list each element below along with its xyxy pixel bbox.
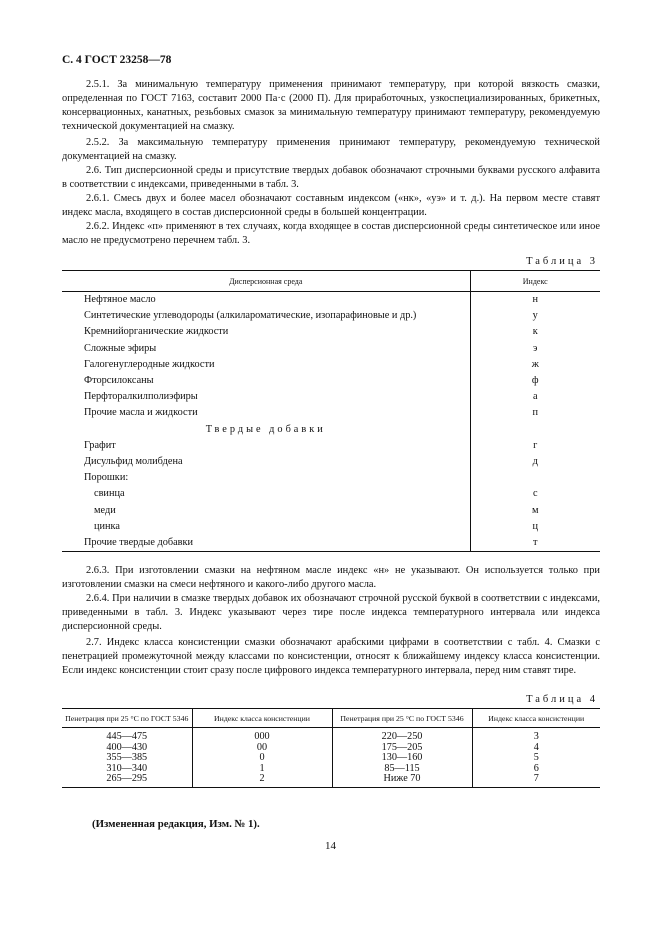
page-header: С. 4 ГОСТ 23258—78 — [62, 54, 172, 66]
table-row — [62, 405, 600, 421]
table4-cell: 1 — [192, 764, 332, 775]
table3-caption: Таблица 3 — [526, 256, 598, 267]
table3-medium-cell: Сложные эфиры — [62, 341, 470, 357]
table3-index-cell: ж — [531, 358, 539, 370]
table3-index-cell: э — [533, 342, 538, 354]
table3-medium-cell: Синтетические углеводороды (алкилароматические, изопарафиновые и др.) — [62, 308, 470, 324]
table-row — [62, 470, 600, 486]
table3-medium-cell: Прочие масла и жидкости — [62, 405, 470, 421]
table-row — [62, 324, 600, 340]
table3-medium-cell: Дисульфид молибдена — [62, 454, 470, 470]
table4-cell: 00 — [192, 743, 332, 754]
table4-cell: 85—115 — [332, 764, 472, 775]
table3-medium-cell: цинка — [62, 519, 470, 535]
table3-section-empty — [470, 422, 600, 438]
table-row — [62, 753, 600, 764]
table3-medium-cell: Порошки: — [62, 470, 470, 486]
table4-caption: Таблица 4 — [526, 694, 598, 705]
table3-medium-cell: меди — [62, 503, 470, 519]
table-row — [62, 341, 600, 357]
paragraph-2-6: 2.6. Тип дисперсионной среды и присутствие твердых добавок обозначают строчными буквами русского алфавита в соответствии с индексами, приведенными в табл. 3. — [62, 165, 600, 190]
table3-section-title: Твердые добавки — [62, 422, 470, 438]
table3-header-medium: Дисперсионная среда — [62, 271, 470, 292]
table4-cell: 0 — [192, 753, 332, 764]
table4-cell: 355—385 — [62, 753, 192, 764]
table4-cell: 2 — [192, 774, 332, 787]
table4-cell: 000 — [192, 728, 332, 743]
table3-medium-cell: Фторсилоксаны — [62, 373, 470, 389]
table4-header-penetration-1: Пенетрация при 25 °С по ГОСТ 5346 — [62, 709, 192, 728]
table3-index-cell: т — [470, 535, 600, 552]
table3-header-index: Индекс — [470, 271, 600, 292]
table4-body — [62, 728, 600, 788]
table3-index-cell: а — [532, 391, 538, 403]
table4-cell: 4 — [533, 741, 539, 753]
table3-medium-cell: Нефтяное масло — [62, 292, 470, 309]
table3-index-cell: у — [532, 310, 538, 322]
table3-index-cell: г — [533, 439, 538, 451]
table4-cell: 400—430 — [62, 743, 192, 754]
table4-cell: 265—295 — [62, 774, 192, 787]
table3-medium-cell: Графит — [62, 438, 470, 454]
table4-header-index-2: Индекс класса консистенции — [472, 709, 600, 728]
table3 — [62, 270, 600, 552]
table-row — [62, 389, 600, 405]
table-row — [62, 774, 600, 787]
table3-index-cell: н — [532, 294, 538, 305]
table3-index-cell: ц — [532, 520, 538, 532]
table-row — [62, 357, 600, 373]
paragraph-2-6-4: 2.6.4. При наличии в смазке твердых добавок их обозначают строчной русской буквой в соответствии с индексами, приведенными в табл. 3. Индекс указывают через тире после индекса температурного интервала или индекса дисперсионной среды. — [62, 593, 600, 632]
page-number: 14 — [325, 840, 336, 852]
table-row — [62, 373, 600, 389]
paragraph-2-5-1: 2.5.1. За минимальную температуру применения принимают температуру, при которой вязкость смазки, определенная по ГОСТ 7163, составит 2000 Па·с (2000 П). Для приработочных, узкоспециализированных, брикетных, консервационных, канатных, резьбовых смазок за минимальную температуру принимают температуру, рекомендуемую технической документацией на смазку. — [62, 79, 600, 132]
table-row — [62, 728, 600, 743]
table3-medium-cell: свинца — [62, 486, 470, 502]
table3-section-row — [62, 422, 600, 438]
table4-cell: 310—340 — [62, 764, 192, 775]
paragraph-2-7: 2.7. Индекс класса консистенции смазки обозначают арабскими цифрами в соответствии с табл. 4. Смазки с пенетрацией промежуточной между классами по консистенции, относят к ближайшему индексу класса консистенции. Если индекс консистенции стоит сразу после цифрового индекса температурного интервала, перед ним ставят тире. — [62, 637, 600, 676]
table-row — [62, 308, 600, 324]
table4-cell: 175—205 — [332, 743, 472, 754]
table3-index-cell: м — [531, 504, 539, 516]
paragraph-2-6-3: 2.6.3. При изготовлении смазки на нефтяном масле индекс «н» не указывают. Он используется только при изготовлении смазки на смеси нефтяного и какого-либо другого масла. — [62, 565, 600, 590]
table3-index-cell: к — [532, 326, 538, 338]
paragraph-2-6-1: 2.6.1. Смесь двух и более масел обозначают составным индексом («нк», «уэ» и т. д.). На первом месте ставят индекс масла, входящего в состав дисперсионной среды в большей концентрации. — [62, 193, 600, 218]
table3-index-cell: ф — [531, 375, 539, 387]
table4-cell: 130—160 — [332, 753, 472, 764]
table3-index-cell: п — [532, 407, 538, 419]
table3-index-cell — [470, 470, 600, 486]
table3-medium-cell: Галогенуглеродные жидкости — [62, 357, 470, 373]
table3-body — [62, 292, 600, 552]
table-row — [62, 519, 600, 535]
paragraph-2-6-2: 2.6.2. Индекс «п» применяют в тех случаях, когда входящее в состав дисперсионной среды синтетическое или иное масло не предусмотрено перечнем табл. 3. — [62, 221, 600, 246]
table3-index-cell: с — [532, 488, 538, 500]
table3-medium-cell: Прочие твердые добавки — [62, 535, 470, 552]
amendment-note: (Измененная редакция, Изм. № 1). — [92, 818, 260, 830]
table-row — [62, 503, 600, 519]
table3-medium-cell: Перфторалкилполиэфиры — [62, 389, 470, 405]
table4-cell: 7 — [472, 774, 600, 787]
table4-cell: Ниже 70 — [332, 774, 472, 787]
table4-cell: 220—250 — [332, 728, 472, 743]
table4-header-penetration-2: Пенетрация при 25 °С по ГОСТ 5346 — [332, 709, 472, 728]
table4 — [62, 708, 600, 788]
table3-index-cell: д — [532, 456, 538, 468]
table4-cell: 6 — [533, 762, 539, 774]
table-row — [62, 454, 600, 470]
table4-cell: 5 — [533, 752, 539, 763]
table-row — [62, 438, 600, 454]
table4-cell: 3 — [533, 731, 539, 742]
paragraph-2-5-2: 2.5.2. За максимальную температуру применения принимают температуру, рекомендуемую технической документацией на смазку. — [62, 137, 600, 162]
table3-medium-cell: Кремнийорганические жидкости — [62, 324, 470, 340]
table4-cell: 445—475 — [62, 728, 192, 743]
table-row — [62, 292, 600, 309]
table-row — [62, 486, 600, 502]
table-row — [62, 535, 600, 552]
table4-header-index-1: Индекс класса консистенции — [192, 709, 332, 728]
